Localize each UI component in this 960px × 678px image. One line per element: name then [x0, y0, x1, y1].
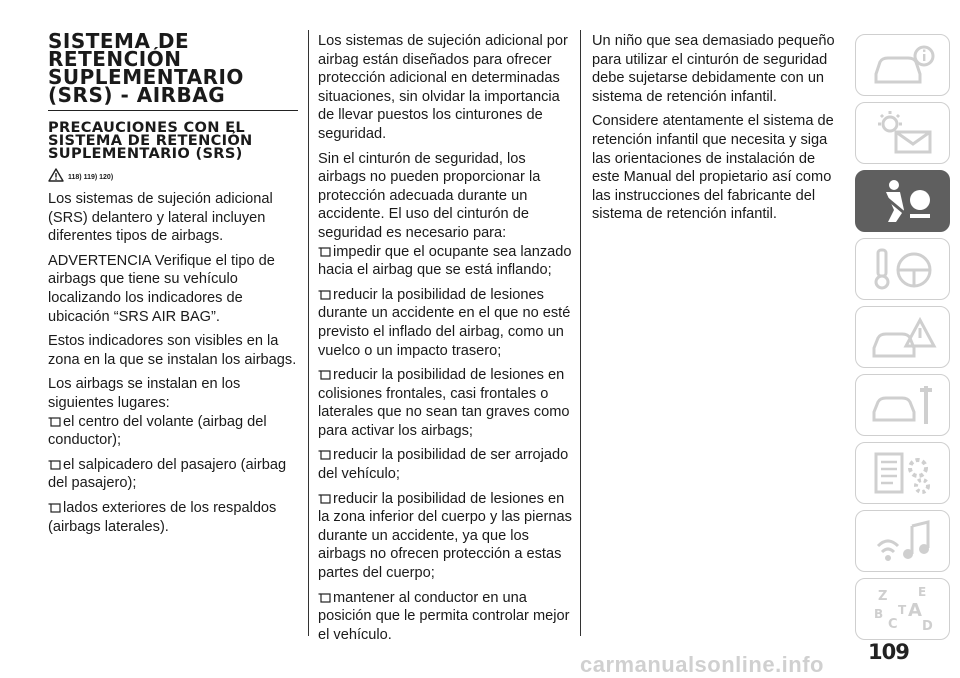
list-item-text: el centro del volante (airbag del conductor); [48, 413, 267, 449]
bullet-icon [48, 460, 61, 470]
column-3 [592, 32, 842, 230]
key-steering-wheel-icon [868, 244, 938, 294]
index-letter: B [873, 607, 883, 621]
bullet-icon [48, 503, 61, 513]
tab-alphabetical-index[interactable] [855, 578, 950, 640]
index-letter: C [887, 617, 898, 632]
airbag-seatbelt-icon [868, 176, 938, 226]
car-service-icon [868, 380, 938, 430]
paragraph: Los sistemas de sujeción adicional por airbag están diseñados para ofrecer protección adicional en determinadas situaciones, sin olvidar la importancia de llevar puestos los cinturones de seguridad. [318, 33, 568, 142]
column-divider [580, 30, 581, 636]
tab-airbag-seatbelt[interactable] [855, 170, 950, 232]
car-warning-icon [868, 312, 938, 362]
list-item-text: reducir la posibilidad de lesiones en colisiones frontales, casi frontales o laterales que no sean tan graves como para activar los airbags; [318, 367, 570, 439]
list-item [48, 413, 300, 450]
list-item-text: reducir la posibilidad de ser arrojado del vehículo; [318, 447, 569, 483]
tab-dashboard-lights[interactable] [855, 102, 950, 164]
column-2 [318, 32, 572, 650]
bullet-icon [318, 290, 331, 300]
list-item [318, 366, 572, 440]
list-item-text: reducir la posibilidad de lesiones durante un accidente en el que no esté previsto el inflado del airbag, como un vuelco o un impacto trasero; [318, 286, 571, 359]
paragraph: ADVERTENCIA Verifique el tipo de airbags que tiene su vehículo localizando los indicadores de ubicación “SRS AIR BAG”. [48, 252, 275, 325]
list-item-text: reducir la posibilidad de lesiones en la zona inferior del cuerpo y las piernas durante un accidente, ya que los airbags no ofrecen protección a estas partes del cuerpo; [318, 490, 572, 582]
dashboard-lights-icon [868, 108, 938, 158]
tab-car-service[interactable] [855, 374, 950, 436]
list-item [318, 446, 572, 483]
list-item [318, 243, 572, 280]
paragraph: Los airbags se instalan en los siguientes lugares: [48, 376, 241, 411]
warning-triangle-icon [48, 168, 64, 182]
bullet-icon [318, 370, 331, 380]
index-letter: Z [877, 589, 887, 604]
index-letter: D [921, 619, 933, 634]
list-item [48, 456, 300, 493]
paragraph: Los sistemas de sujeción adicional (SRS) delantero y lateral incluyen diferentes tipos de airbags. [48, 191, 273, 245]
tab-specs[interactable] [855, 442, 950, 504]
list-item [48, 499, 300, 536]
index-letter: T [897, 603, 906, 617]
specs-gears-icon [868, 448, 938, 498]
watermark: carmanualsonline.info [580, 652, 824, 677]
paragraph: Considere atentamente el sistema de retención infantil que necesita y siga las orientaciones de instalación de este Manual del propietario así como las instrucciones del fabricante del sistema de retención infantil. [592, 113, 834, 223]
list-item-text: impedir que el ocupante sea lanzado hacia el airbag que se está inflando; [318, 243, 572, 279]
title-rule [48, 110, 298, 111]
tab-car-info[interactable] [855, 34, 950, 96]
paragraph: Un niño que sea demasiado pequeño para utilizar el cinturón de seguridad debe sujetarse debidamente con un sistema de retención infantil. [592, 33, 835, 105]
warning-refs [48, 168, 300, 182]
list-item-text: el salpicadero del pasajero (airbag del pasajero); [48, 456, 287, 492]
bullet-list [48, 413, 300, 537]
bullet-icon [318, 450, 331, 460]
bullet-list [318, 243, 572, 645]
car-info-icon [868, 40, 938, 90]
tab-multimedia[interactable] [855, 510, 950, 572]
list-item [318, 490, 572, 583]
index-letter: A [907, 600, 922, 621]
list-item-text: lados exteriores de los respaldos (airbags laterales). [48, 499, 277, 535]
alphabetical-index-icon [868, 584, 938, 634]
paragraph: Estos indicadores son visibles en la zona en la que se instalan los airbags. [48, 333, 297, 368]
section-subtitle: PRECAUCIONES CON EL SISTEMA DE RETENCIÓN SUPLEMENTARIO (SRS) [48, 119, 253, 162]
list-item-text: mantener al conductor en una posición que le permita controlar mejor el vehículo. [318, 589, 570, 643]
paragraph: Sin el cinturón de seguridad, los airbags no pueden proporcionar la protección adecuada durante un accidente. El uso del cinturón de seguridad es necesario para: [318, 150, 541, 241]
multimedia-icon [868, 516, 938, 566]
tab-car-warning[interactable] [855, 306, 950, 368]
index-letter: E [917, 585, 926, 599]
page-number: 109 [868, 640, 909, 664]
section-title: SISTEMA DE RETENCIÓN SUPLEMENTARIO (SRS) - AIRBAG [48, 29, 244, 107]
bullet-icon [318, 247, 331, 257]
list-item [318, 286, 572, 360]
list-item [318, 589, 572, 645]
warning-refs-text: 118) 119) 120) [68, 174, 114, 181]
bullet-icon [48, 417, 61, 427]
column-1 [48, 29, 300, 542]
column-divider [308, 30, 309, 636]
bullet-icon [318, 593, 331, 603]
tab-key-steering[interactable] [855, 238, 950, 300]
bullet-icon [318, 494, 331, 504]
